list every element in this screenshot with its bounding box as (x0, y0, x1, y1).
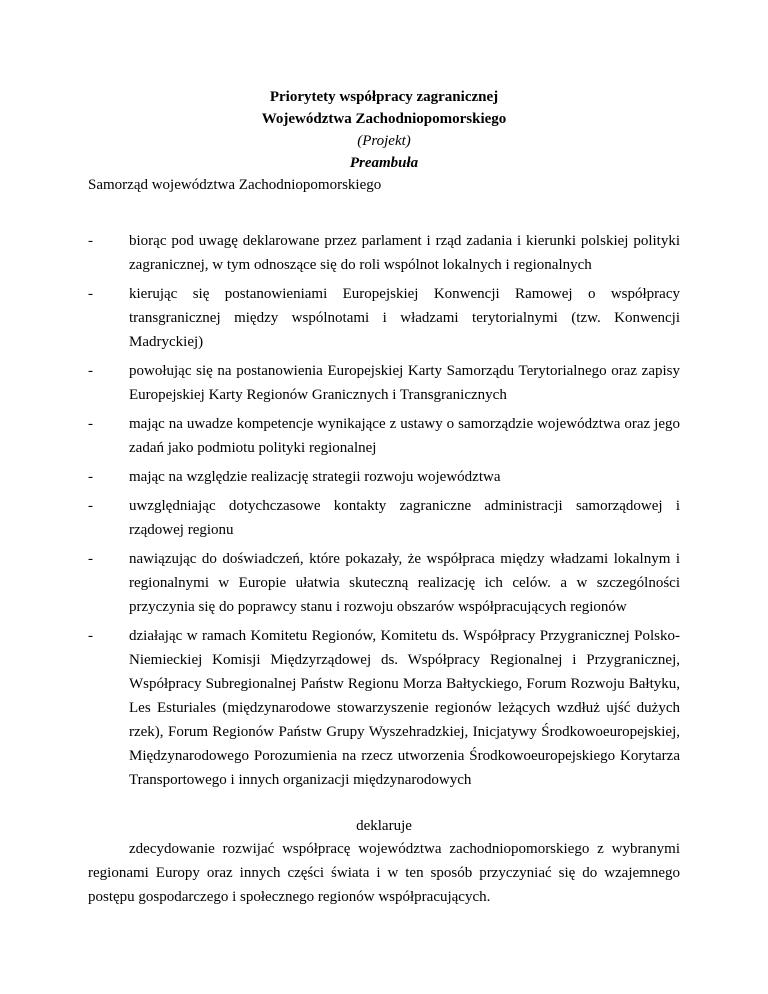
document-title-line-2: Województwa Zachodniopomorskiego (261, 111, 507, 127)
list-bullet: - (88, 286, 93, 302)
list-bullet: - (88, 233, 93, 249)
preamble-list (88, 229, 680, 797)
list-item (88, 494, 680, 542)
intro-text: Samorząd województwa Zachodniopomorskiego (88, 177, 382, 193)
list-item (88, 547, 680, 619)
document-status: (Projekt) (357, 133, 411, 149)
list-item-text: uwzględniając dotychczasowe kontakty zagraniczne administracji samorządowej i rządowej regionu (129, 498, 680, 538)
list-item (88, 359, 680, 407)
list-item-text: powołując się na postanowienia Europejskiej Karty Samorządu Terytorialnego oraz zapisy Europejskiej Karty Regionów Granicznych i Transgranicznych (129, 363, 680, 403)
list-bullet: - (88, 551, 93, 567)
list-item-text: mając na względzie realizację strategii rozwoju województwa (129, 469, 501, 485)
list-item-text: mając na uwadze kompetencje wynikające z ustawy o samorządzie województwa oraz jego zadań jako podmiotu polityki regionalnej (129, 416, 680, 456)
list-item (88, 229, 680, 277)
list-item (88, 282, 680, 354)
list-item-text: biorąc pod uwagę deklarowane przez parlament i rząd zadania i kierunki polskiej polityki zagranicznej, w tym odnoszące się do roli wspólnot lokalnych i regionalnych (129, 233, 680, 273)
list-item (88, 465, 680, 489)
list-bullet: - (88, 416, 93, 432)
list-item (88, 624, 680, 792)
list-item-text: działając w ramach Komitetu Regionów, Komitetu ds. Współpracy Przygranicznej Polsko-Niemieckiej Komisji Międzyrządowej ds. Współpracy Regionalnej i Przygranicznej, Współpracy Subregionalnej Państw Regionu Morza Bałtyckiego, Forum Rozwoju Bałtyku, Les Esturiales (międzynarodowe stowarzyszenie regionów leżących wzdłuż ujść dużych rzek), Forum Regionów Państw Grupy Wyszehradzkiej, Inicjatywy Środkowoeuropejskiej, Międzynarodowego Porozumienia na rzecz utworzenia Środkowoeuropejskiego Korytarza Transportowego i innych organizacji międzynarodowych (129, 628, 680, 788)
declaration-heading: deklaruje (356, 818, 412, 834)
list-bullet: - (88, 628, 93, 644)
document-title-line-1: Priorytety współpracy zagranicznej (269, 89, 499, 105)
list-item-text: nawiązując do doświadczeń, które pokazały, że współpraca między władzami lokalnym i regionalnymi w Europie ułatwia skuteczną realizację ich celów. a w szczególności przyczynia się do poprawcy stanu i rozwoju obszarów współpracujących regionów (129, 551, 680, 615)
list-bullet: - (88, 469, 93, 485)
list-bullet: - (88, 363, 93, 379)
declaration-body: zdecydowanie rozwijać współpracę województwa zachodniopomorskiego z wybranymi regionami Europy oraz innych części świata i w ten sposób przyczyniać się do wzajemnego postępu gospodarczego i społecznego regionów współpracujących. (88, 841, 680, 905)
section-heading-preamble: Preambuła (349, 155, 419, 171)
list-item (88, 412, 680, 460)
list-bullet: - (88, 498, 93, 514)
list-item-text: kierując się postanowieniami Europejskiej Konwencji Ramowej o współpracy transgranicznej między wspólnotami i władzami terytorialnymi (tzw. Konwencji Madryckiej) (129, 286, 680, 350)
